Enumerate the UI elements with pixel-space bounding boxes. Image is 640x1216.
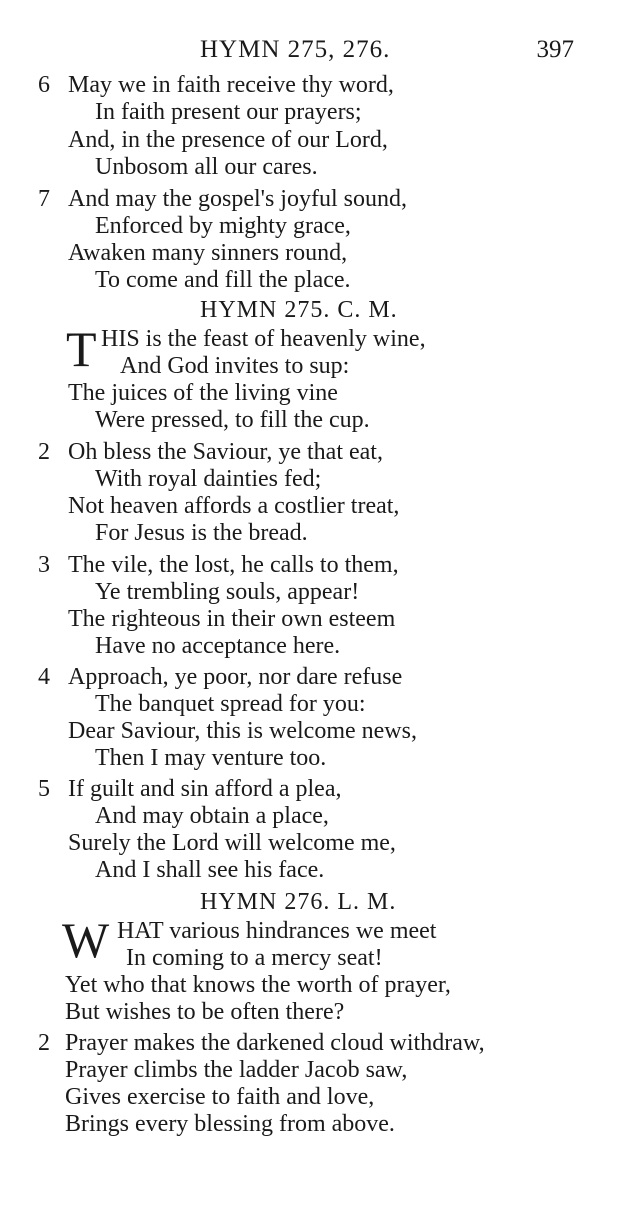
stanza-number: 3 [38, 552, 50, 578]
stanza-number: 2 [38, 1030, 50, 1056]
verse-line: Ye trembling souls, appear! [95, 579, 360, 605]
verse-line: The juices of the living vine [68, 380, 338, 406]
verse-line: Oh bless the Saviour, ye that eat, [68, 439, 383, 465]
page-number: 397 [536, 36, 574, 63]
verse-line: Dear Saviour, this is welcome news, [68, 718, 417, 744]
stanza-number: 5 [38, 776, 50, 802]
verse-line: In coming to a mercy seat! [126, 945, 383, 971]
verse-line: And I shall see his face. [95, 857, 325, 883]
verse-line: Approach, ye poor, nor dare refuse [68, 664, 403, 690]
verse-line: But wishes to be often there? [65, 999, 345, 1025]
verse-line: To come and fill the place. [95, 267, 351, 293]
verse-line: Yet who that knows the worth of prayer, [65, 972, 451, 998]
hymn-title: HYMN 275. C. M. [200, 297, 398, 323]
verse-line: May we in faith receive thy word, [68, 72, 394, 98]
verse-line: And God invites to sup: [120, 353, 350, 379]
verse-line: The banquet spread for you: [95, 691, 366, 717]
hymn-title: HYMN 276. L. M. [200, 889, 397, 915]
verse-line: In faith present our prayers; [95, 99, 362, 125]
running-head: HYMN 275, 276. [200, 36, 391, 63]
verse-line: If guilt and sin afford a plea, [68, 776, 342, 802]
verse-line: For Jesus is the bread. [95, 520, 308, 546]
verse-line: Gives exercise to faith and love, [65, 1084, 375, 1110]
verse-line: Surely the Lord will welcome me, [68, 830, 396, 856]
stanza-number: 4 [38, 664, 50, 690]
verse-line: The righteous in their own esteem [68, 606, 396, 632]
verse-line: Brings every blessing from above. [65, 1111, 395, 1137]
drop-cap: W [62, 912, 110, 968]
verse-line: Prayer makes the darkened cloud withdraw, [65, 1030, 485, 1056]
drop-cap: T [66, 321, 97, 377]
verse-line: HIS is the feast of heavenly wine, [101, 326, 426, 352]
verse-line: The vile, the lost, he calls to them, [68, 552, 399, 578]
verse-line: With royal dainties fed; [95, 466, 322, 492]
verse-line: Unbosom all our cares. [95, 154, 318, 180]
verse-line: Awaken many sinners round, [68, 240, 348, 266]
verse-line: Prayer climbs the ladder Jacob saw, [65, 1057, 408, 1083]
verse-line: Not heaven affords a costlier treat, [68, 493, 400, 519]
verse-line: And, in the presence of our Lord, [68, 127, 388, 153]
stanza-number: 6 [38, 72, 50, 98]
verse-line: HAT various hindrances we meet [117, 918, 437, 944]
stanza-number: 7 [38, 186, 50, 212]
verse-line: And may the gospel's joyful sound, [68, 186, 407, 212]
stanza-number: 2 [38, 439, 50, 465]
verse-line: Enforced by mighty grace, [95, 213, 351, 239]
verse-line: Then I may venture too. [95, 745, 327, 771]
verse-line: And may obtain a place, [95, 803, 329, 829]
verse-line: Have no acceptance here. [95, 633, 341, 659]
verse-line: Were pressed, to fill the cup. [95, 407, 370, 433]
